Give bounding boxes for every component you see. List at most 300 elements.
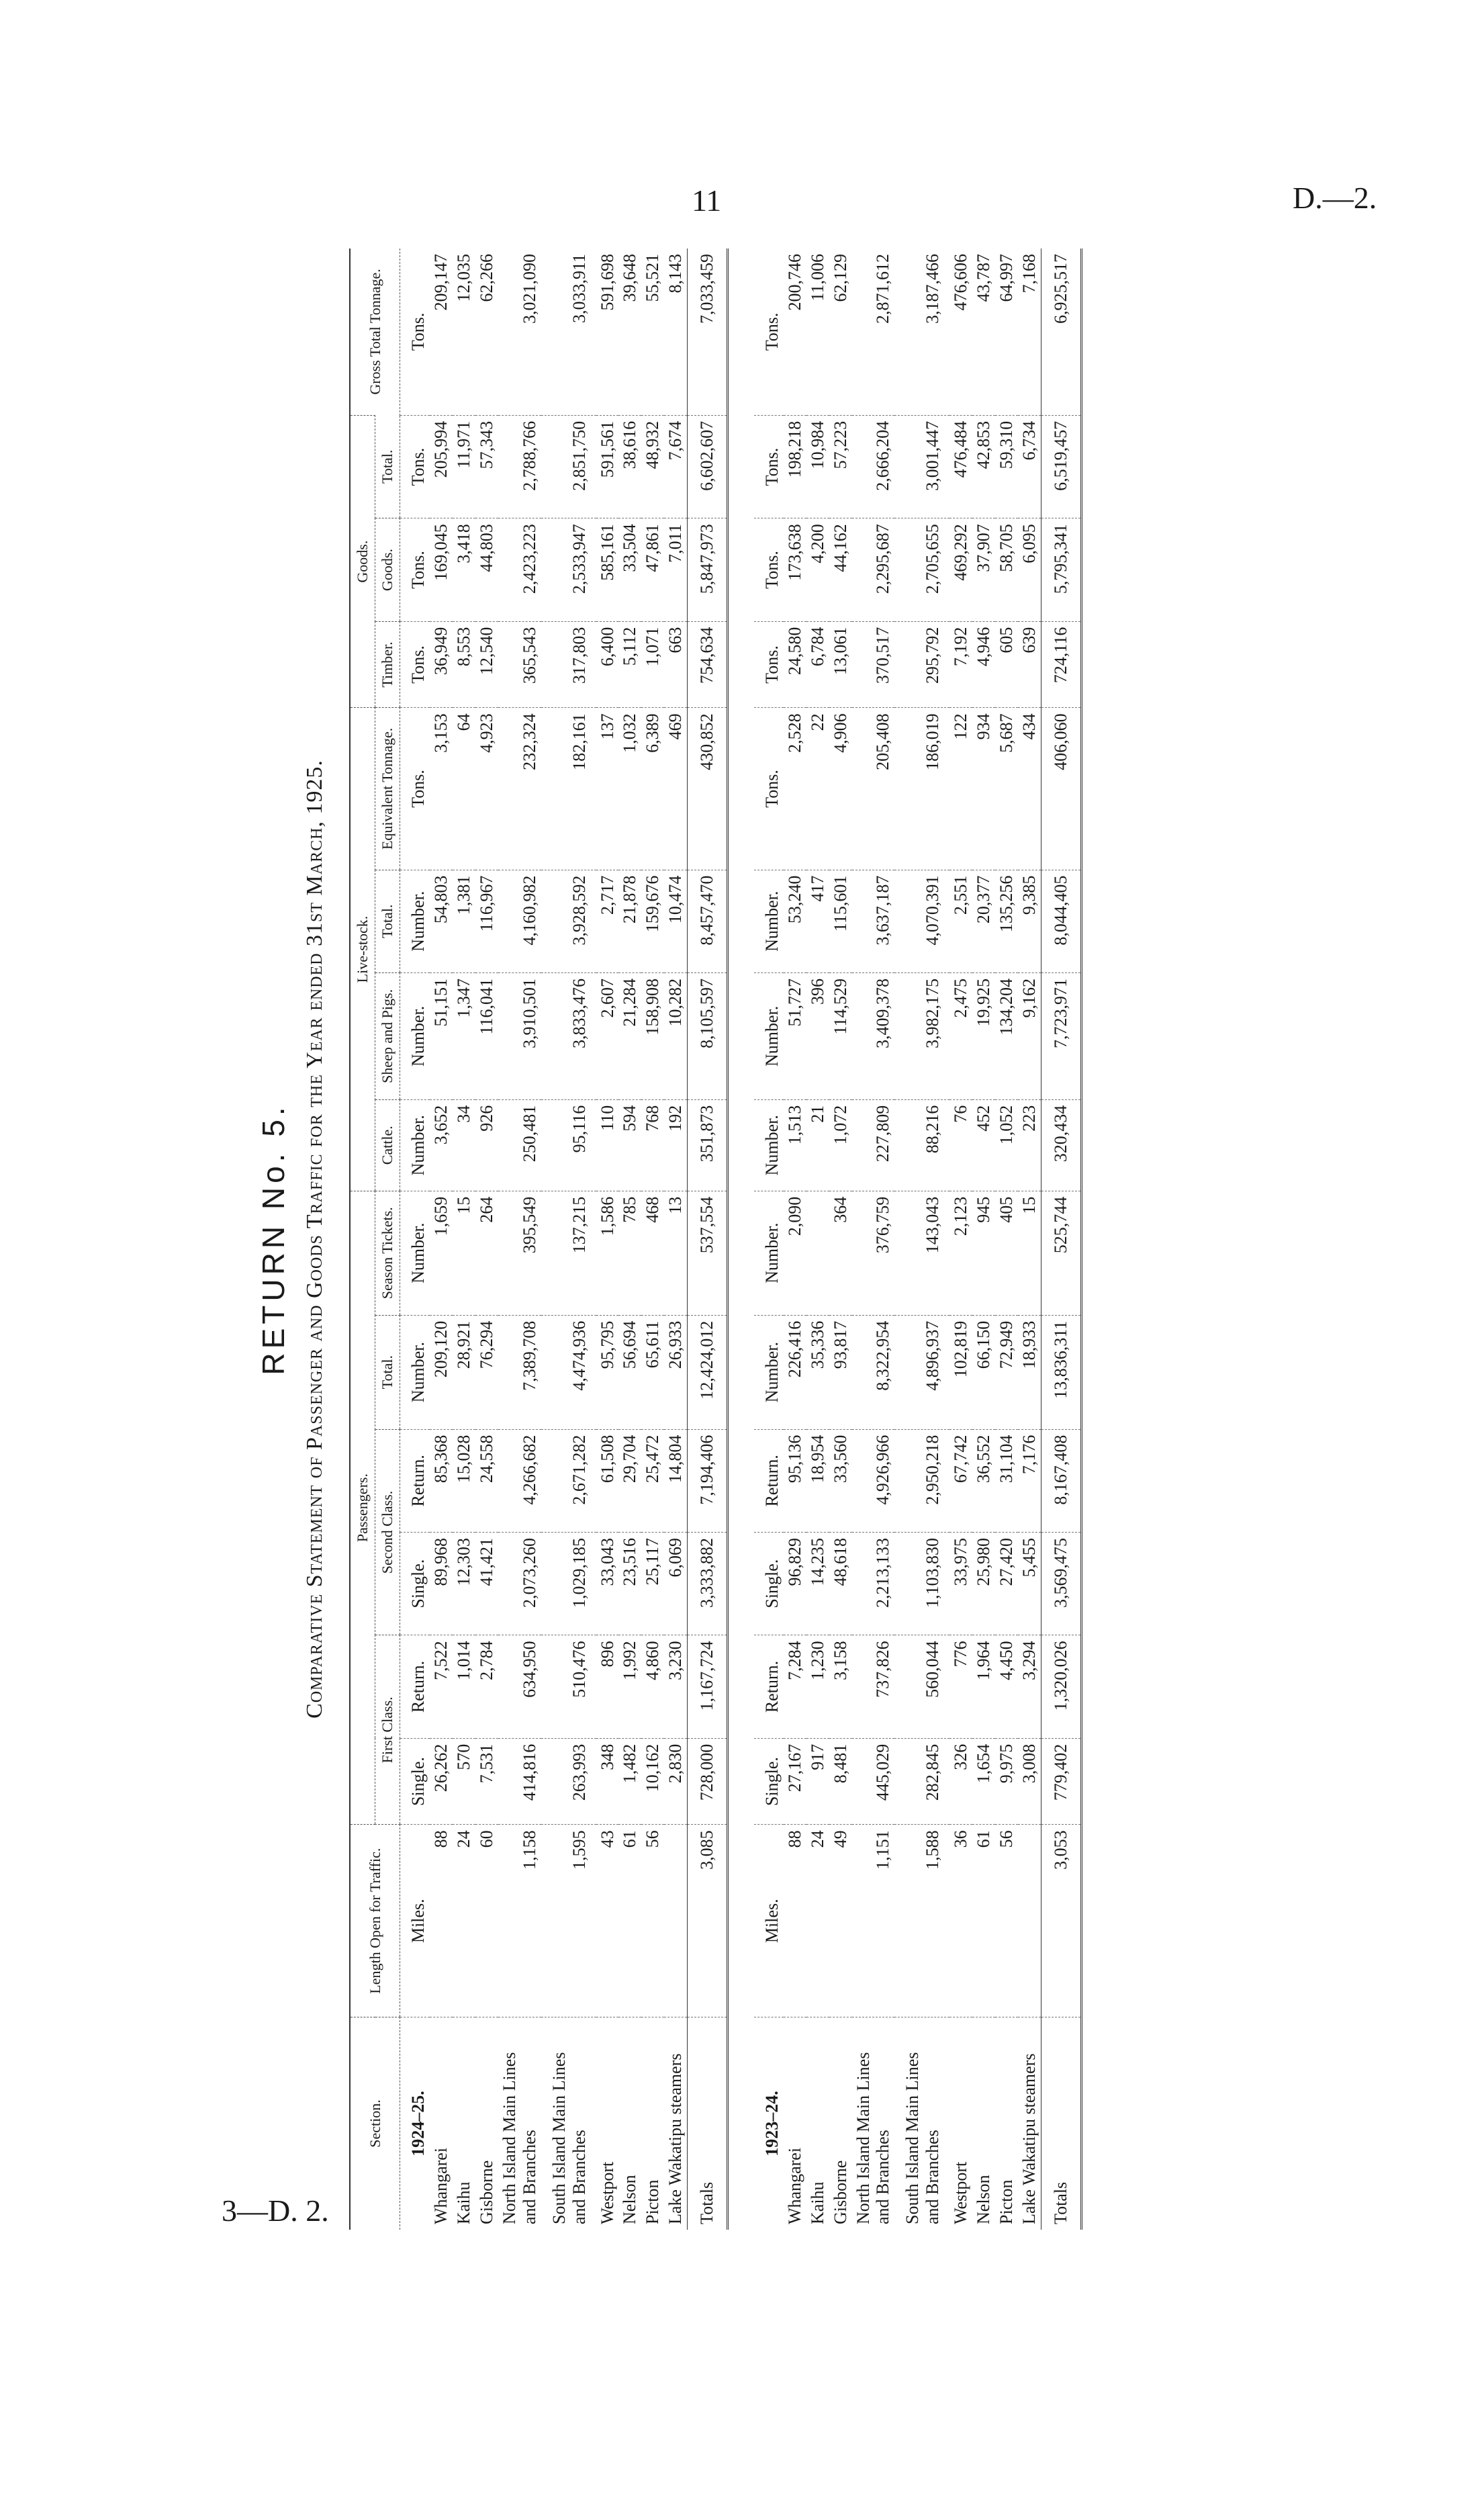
data-cell: 6,389: [641, 708, 664, 870]
data-cell: 173,638: [784, 518, 806, 621]
data-cell: 896: [596, 1635, 619, 1738]
data-cell: 3,021,090: [519, 254, 539, 324]
data-cell: 3,652: [430, 1099, 453, 1191]
data-cell: 9,162: [1018, 972, 1041, 1099]
data-cell: 135,256: [995, 870, 1018, 972]
data-cell: 445,029: [852, 1738, 895, 1825]
section-name: North Island Main Lines and Branches: [498, 2017, 541, 2230]
data-cell: 1,230: [806, 1635, 829, 1738]
data-cell: 2,705,655: [894, 518, 949, 621]
data-cell: 8,143: [665, 254, 686, 293]
traffic-table: [349, 248, 1082, 2230]
data-cell: 95,795: [596, 1315, 619, 1429]
data-cell: 8,553: [453, 621, 475, 708]
unit-label: Single.: [754, 1532, 784, 1635]
unit-label: Return.: [754, 1635, 784, 1738]
data-cell: 3,928,592: [541, 870, 596, 972]
data-cell: 6,400: [596, 621, 619, 708]
data-cell: 591,698: [597, 254, 617, 311]
data-cell: 62,129: [830, 254, 850, 302]
data-cell: 6,069: [664, 1532, 687, 1635]
section-name: Kaihu: [453, 2017, 475, 2230]
data-cell: 14,235: [806, 1532, 829, 1635]
data-cell: 396: [806, 972, 829, 1099]
data-cell: 1,151: [852, 1825, 895, 2017]
data-cell: 96,829: [784, 1532, 806, 1635]
total-cell: 754,634: [688, 621, 728, 708]
data-cell: 88: [430, 1825, 453, 2017]
data-cell: 417: [806, 870, 829, 972]
unit-label: Tons.: [754, 415, 784, 518]
data-cell: 182,161: [541, 708, 596, 870]
data-cell: 7,176: [1018, 1429, 1041, 1532]
data-cell: 56,694: [618, 1315, 641, 1429]
table-body: [400, 248, 1081, 2230]
unit-label: Tons.: [400, 415, 430, 518]
data-cell: 3,001,447: [894, 415, 949, 518]
data-cell: 1,654: [972, 1738, 995, 1825]
data-cell: 263,993: [541, 1738, 596, 1825]
data-cell: 476,606: [951, 254, 971, 311]
total-cell: 8,044,405: [1041, 870, 1081, 972]
table-row: [784, 248, 806, 2230]
data-cell: 24: [806, 1825, 829, 2017]
data-cell: 13,061: [829, 621, 852, 708]
data-cell: 42,853: [972, 415, 995, 518]
data-cell: 186,019: [894, 708, 949, 870]
footer-code: 3—D. 2.: [222, 2193, 329, 2228]
data-cell: 326: [949, 1738, 972, 1825]
data-cell: 200,746: [784, 254, 804, 311]
table-row: [541, 248, 596, 2230]
data-cell: 250,481: [498, 1099, 541, 1191]
page-code: D.—2.: [1293, 181, 1377, 215]
year-label: 1923–24.: [754, 2017, 784, 2230]
data-cell: 29,704: [618, 1429, 641, 1532]
data-cell: 6,095: [1018, 518, 1041, 621]
data-cell: 85,368: [430, 1429, 453, 1532]
data-cell: 1,071: [641, 621, 664, 708]
data-cell: 22: [806, 708, 829, 870]
data-cell: 143,043: [894, 1191, 949, 1315]
data-cell: 51,151: [430, 972, 453, 1099]
data-cell: 414,816: [498, 1738, 541, 1825]
data-cell: 59,310: [995, 415, 1018, 518]
data-cell: 26,262: [430, 1738, 453, 1825]
data-cell: 56: [641, 1825, 664, 2017]
data-cell: 25,472: [641, 1429, 664, 1532]
data-cell: 1,482: [618, 1738, 641, 1825]
data-cell: 2,607: [596, 972, 619, 1099]
total-cell: 320,434: [1041, 1099, 1081, 1191]
data-cell: 60: [475, 1825, 498, 2017]
section-name: Lake Wakatipu steamers: [1018, 2017, 1041, 2230]
data-cell: 38,616: [618, 415, 641, 518]
data-cell: 370,517: [852, 621, 895, 708]
data-cell: 11,006: [807, 254, 827, 302]
totals-row: [688, 248, 728, 2230]
data-cell: 48,618: [829, 1532, 852, 1635]
unit-label: Number.: [400, 870, 430, 972]
data-cell: 9,975: [995, 1738, 1018, 1825]
data-cell: 1,992: [618, 1635, 641, 1738]
total-cell: 8,167,408: [1041, 1429, 1081, 1532]
data-cell: 27,167: [784, 1738, 806, 1825]
data-cell: 28,921: [453, 1315, 475, 1429]
data-cell: 57,223: [829, 415, 852, 518]
data-cell: 4,200: [806, 518, 829, 621]
section-name: South Island Main Lines and Branches: [894, 2017, 949, 2230]
data-cell: 365,543: [498, 621, 541, 708]
unit-label: Number.: [400, 1191, 430, 1315]
data-cell: 3,982,175: [894, 972, 949, 1099]
header-goods-total: Total.: [375, 415, 400, 518]
section-name: Picton: [641, 2017, 664, 2230]
total-cell: 5,847,973: [688, 518, 728, 621]
unit-label: Single.: [400, 1738, 430, 1825]
data-cell: 4,946: [972, 621, 995, 708]
data-cell: 12,540: [475, 621, 498, 708]
data-cell: 2,073,260: [498, 1532, 541, 1635]
data-cell: 5,455: [1018, 1532, 1041, 1635]
total-cell: 6,602,607: [688, 415, 728, 518]
data-cell: 934: [972, 708, 995, 870]
data-cell: 4,896,937: [894, 1315, 949, 1429]
data-cell: 7,522: [430, 1635, 453, 1738]
data-cell: 1,072: [829, 1099, 852, 1191]
data-cell: 89,968: [430, 1532, 453, 1635]
data-cell: 15: [1018, 1191, 1041, 1315]
data-cell: 4,450: [995, 1635, 1018, 1738]
data-cell: 2,551: [949, 870, 972, 972]
table-row: [995, 248, 1018, 2230]
table-row: [806, 248, 829, 2230]
data-cell: 317,803: [541, 621, 596, 708]
totals-row: [1041, 248, 1081, 2230]
data-cell: 20,377: [972, 870, 995, 972]
data-cell: 88: [784, 1825, 806, 2017]
section-name: Nelson: [972, 2017, 995, 2230]
data-cell: 57,343: [475, 415, 498, 518]
data-cell: 663: [664, 621, 687, 708]
data-cell: 510,476: [541, 1635, 596, 1738]
data-cell: 4,160,982: [498, 870, 541, 972]
data-cell: 282,845: [894, 1738, 949, 1825]
data-cell: 61: [618, 1825, 641, 2017]
header-livestock: Live-stock.: [350, 708, 375, 1191]
data-cell: 34: [453, 1099, 475, 1191]
section-name: South Island Main Lines and Branches: [541, 2017, 596, 2230]
total-cell: 1,320,026: [1041, 1635, 1081, 1738]
data-cell: [664, 1825, 687, 2017]
data-cell: 93,817: [829, 1315, 852, 1429]
data-cell: 3,910,501: [498, 972, 541, 1099]
unit-label: Return.: [400, 1429, 430, 1532]
data-cell: 4,923: [475, 708, 498, 870]
data-cell: 15,028: [453, 1429, 475, 1532]
data-cell: 585,161: [596, 518, 619, 621]
data-cell: 4,474,936: [541, 1315, 596, 1429]
data-cell: 43: [596, 1825, 619, 2017]
data-cell: 159,676: [641, 870, 664, 972]
data-cell: 1,513: [784, 1099, 806, 1191]
unit-label: Number.: [754, 972, 784, 1099]
totals-label: Totals: [1041, 2017, 1081, 2230]
data-cell: 76: [949, 1099, 972, 1191]
data-cell: 1,029,185: [541, 1532, 596, 1635]
data-cell: 53,240: [784, 870, 806, 972]
data-cell: 1,588: [894, 1825, 949, 2017]
data-cell: 3,294: [1018, 1635, 1041, 1738]
page-number: 11: [692, 183, 722, 218]
data-cell: 25,117: [641, 1532, 664, 1635]
data-cell: 3,409,378: [852, 972, 895, 1099]
data-cell: 452: [972, 1099, 995, 1191]
data-cell: 21,878: [618, 870, 641, 972]
data-cell: 209,147: [431, 254, 451, 311]
data-cell: 192: [664, 1099, 687, 1191]
table-row: [664, 248, 687, 2230]
data-cell: 36,949: [430, 621, 453, 708]
data-cell: 2,671,282: [541, 1429, 596, 1532]
data-cell: 232,324: [498, 708, 541, 870]
data-cell: 205,994: [430, 415, 453, 518]
data-cell: 1,586: [596, 1191, 619, 1315]
data-cell: 10,984: [806, 415, 829, 518]
data-cell: 1,595: [541, 1825, 596, 2017]
data-cell: 945: [972, 1191, 995, 1315]
section-name: Whangarei: [784, 2017, 806, 2230]
data-cell: 169,045: [430, 518, 453, 621]
data-cell: 434: [1018, 708, 1041, 870]
table-row: [641, 248, 664, 2230]
header-first-class: First Class.: [375, 1635, 400, 1825]
section-name: Westport: [949, 2017, 972, 2230]
data-cell: 926: [475, 1099, 498, 1191]
total-cell: 3,569,475: [1041, 1532, 1081, 1635]
data-cell: 570: [453, 1738, 475, 1825]
data-cell: 3,033,911: [569, 254, 589, 324]
data-cell: 18,933: [1018, 1315, 1041, 1429]
header-second-class: Second Class.: [375, 1429, 400, 1635]
section-name: Gisborne: [475, 2017, 498, 2230]
total-cell: 3,053: [1041, 1825, 1081, 2017]
data-cell: 39,648: [620, 254, 640, 302]
data-cell: 61: [972, 1825, 995, 2017]
total-cell: 351,873: [688, 1099, 728, 1191]
data-cell: 49: [829, 1825, 852, 2017]
data-cell: 209,120: [430, 1315, 453, 1429]
header-season: Season Tickets.: [375, 1191, 400, 1315]
data-cell: 7,531: [475, 1738, 498, 1825]
data-cell: 917: [806, 1738, 829, 1825]
data-cell: 15: [453, 1191, 475, 1315]
data-cell: 376,759: [852, 1191, 895, 1315]
data-cell: 56: [995, 1825, 1018, 2017]
total-cell: 525,744: [1041, 1191, 1081, 1315]
data-cell: 3,230: [664, 1635, 687, 1738]
data-cell: 3,187,466: [923, 254, 943, 324]
unit-label: Tons.: [754, 708, 784, 870]
data-cell: 66,150: [972, 1315, 995, 1429]
return-title: RETURN No. 5.: [256, 1103, 291, 1375]
data-cell: 36,552: [972, 1429, 995, 1532]
year-label: 1924–25.: [400, 2017, 430, 2230]
data-cell: 1,014: [453, 1635, 475, 1738]
data-cell: 10,162: [641, 1738, 664, 1825]
data-cell: 10,282: [664, 972, 687, 1099]
table-row: [430, 248, 453, 2230]
data-cell: 2,717: [596, 870, 619, 972]
data-cell: 110: [596, 1099, 619, 1191]
unit-label: Return.: [754, 1429, 784, 1532]
data-cell: 24: [453, 1825, 475, 2017]
table-row: [498, 248, 541, 2230]
data-cell: 591,561: [596, 415, 619, 518]
spacer-row: [727, 248, 754, 2230]
table-row: [972, 248, 995, 2230]
data-cell: 3,008: [1018, 1738, 1041, 1825]
data-cell: 26,933: [664, 1315, 687, 1429]
unit-label: Number.: [400, 972, 430, 1099]
data-cell: 158,908: [641, 972, 664, 1099]
data-cell: 27,420: [995, 1532, 1018, 1635]
data-cell: 62,266: [477, 254, 497, 302]
data-cell: 1,964: [972, 1635, 995, 1738]
data-cell: 2,830: [664, 1738, 687, 1825]
total-cell: 7,194,406: [688, 1429, 728, 1532]
header-timber: Timber.: [375, 621, 400, 708]
total-cell: 3,085: [688, 1825, 728, 2017]
data-cell: 137: [596, 708, 619, 870]
unit-label: Return.: [400, 1635, 430, 1738]
data-cell: 33,560: [829, 1429, 852, 1532]
data-cell: 13: [664, 1191, 687, 1315]
data-cell: 51,727: [784, 972, 806, 1099]
unit-label: Tons.: [400, 518, 430, 621]
unit-label: Single.: [754, 1738, 784, 1825]
data-cell: 48,932: [641, 415, 664, 518]
data-cell: 18,954: [806, 1429, 829, 1532]
section-name: North Island Main Lines and Branches: [852, 2017, 895, 2230]
header-sheep: Sheep and Pigs.: [375, 972, 400, 1099]
data-cell: 116,041: [475, 972, 498, 1099]
data-cell: 115,601: [829, 870, 852, 972]
table-row: [596, 248, 619, 2230]
unit-label: Tons.: [761, 312, 782, 351]
data-cell: 7,168: [1019, 254, 1039, 293]
data-cell: 88,216: [894, 1099, 949, 1191]
unit-label: Tons.: [754, 621, 784, 708]
table-row: [829, 248, 852, 2230]
data-cell: 364: [829, 1191, 852, 1315]
total-cell: 12,424,012: [688, 1315, 728, 1429]
header-section: Section.: [350, 2017, 400, 2230]
data-cell: 23,516: [618, 1532, 641, 1635]
header-ls-total: Total.: [375, 870, 400, 972]
data-cell: 24,558: [475, 1429, 498, 1532]
data-cell: 67,742: [949, 1429, 972, 1532]
data-cell: 36: [949, 1825, 972, 2017]
data-cell: 134,204: [995, 972, 1018, 1099]
data-cell: 114,529: [829, 972, 852, 1099]
data-cell: 2,423,223: [498, 518, 541, 621]
data-cell: 116,967: [475, 870, 498, 972]
data-cell: 264: [475, 1191, 498, 1315]
data-cell: 3,833,476: [541, 972, 596, 1099]
header-equivalent: Equivalent Tonnage.: [375, 708, 400, 870]
data-cell: 2,851,750: [541, 415, 596, 518]
data-cell: 7,674: [664, 415, 687, 518]
total-cell: 13,836,311: [1041, 1315, 1081, 1429]
data-cell: 395,549: [498, 1191, 541, 1315]
data-cell: 8,481: [829, 1738, 852, 1825]
data-cell: 639: [1018, 621, 1041, 708]
data-cell: 469: [664, 708, 687, 870]
total-cell: 7,033,459: [688, 248, 728, 415]
data-cell: 3,637,187: [852, 870, 895, 972]
unit-label: Tons.: [408, 312, 428, 351]
data-cell: 24,580: [784, 621, 806, 708]
data-cell: 64: [453, 708, 475, 870]
data-cell: 76,294: [475, 1315, 498, 1429]
data-cell: 226,416: [784, 1315, 806, 1429]
data-cell: 785: [618, 1191, 641, 1315]
unit-label: Number.: [400, 1315, 430, 1429]
data-cell: 469,292: [949, 518, 972, 621]
data-cell: 468: [641, 1191, 664, 1315]
header-total: Total.: [375, 1315, 400, 1429]
header-goods: Goods.: [375, 518, 400, 621]
data-cell: 2,784: [475, 1635, 498, 1738]
total-cell: 8,105,597: [688, 972, 728, 1099]
year-row: [754, 248, 784, 2230]
data-cell: [806, 1191, 829, 1315]
header-gross: Gross Total Tonnage.: [350, 248, 400, 415]
data-cell: 2,213,133: [852, 1532, 895, 1635]
total-cell: 724,116: [1041, 621, 1081, 708]
section-name: Whangarei: [430, 2017, 453, 2230]
data-cell: 64,997: [996, 254, 1016, 302]
total-cell: 6,519,457: [1041, 415, 1081, 518]
data-cell: 4,070,391: [894, 870, 949, 972]
data-cell: 405: [995, 1191, 1018, 1315]
data-cell: 776: [949, 1635, 972, 1738]
data-cell: 95,116: [541, 1099, 596, 1191]
year-row: [400, 248, 430, 2230]
data-cell: 65,611: [641, 1315, 664, 1429]
total-cell: 406,060: [1041, 708, 1081, 870]
data-cell: 2,950,218: [894, 1429, 949, 1532]
data-cell: 2,528: [784, 708, 806, 870]
data-cell: 137,215: [541, 1191, 596, 1315]
data-cell: 2,123: [949, 1191, 972, 1315]
table-row: [852, 248, 895, 2230]
section-name: Picton: [995, 2017, 1018, 2230]
data-cell: 198,218: [784, 415, 806, 518]
data-cell: 55,521: [643, 254, 663, 302]
data-cell: 227,809: [852, 1099, 895, 1191]
unit-label: Tons.: [400, 621, 430, 708]
data-cell: 295,792: [894, 621, 949, 708]
data-cell: 35,336: [806, 1315, 829, 1429]
data-cell: 1,052: [995, 1099, 1018, 1191]
total-cell: 537,554: [688, 1191, 728, 1315]
data-cell: 31,104: [995, 1429, 1018, 1532]
data-cell: 14,804: [664, 1429, 687, 1532]
total-cell: 779,402: [1041, 1738, 1081, 1825]
data-cell: 37,907: [972, 518, 995, 621]
